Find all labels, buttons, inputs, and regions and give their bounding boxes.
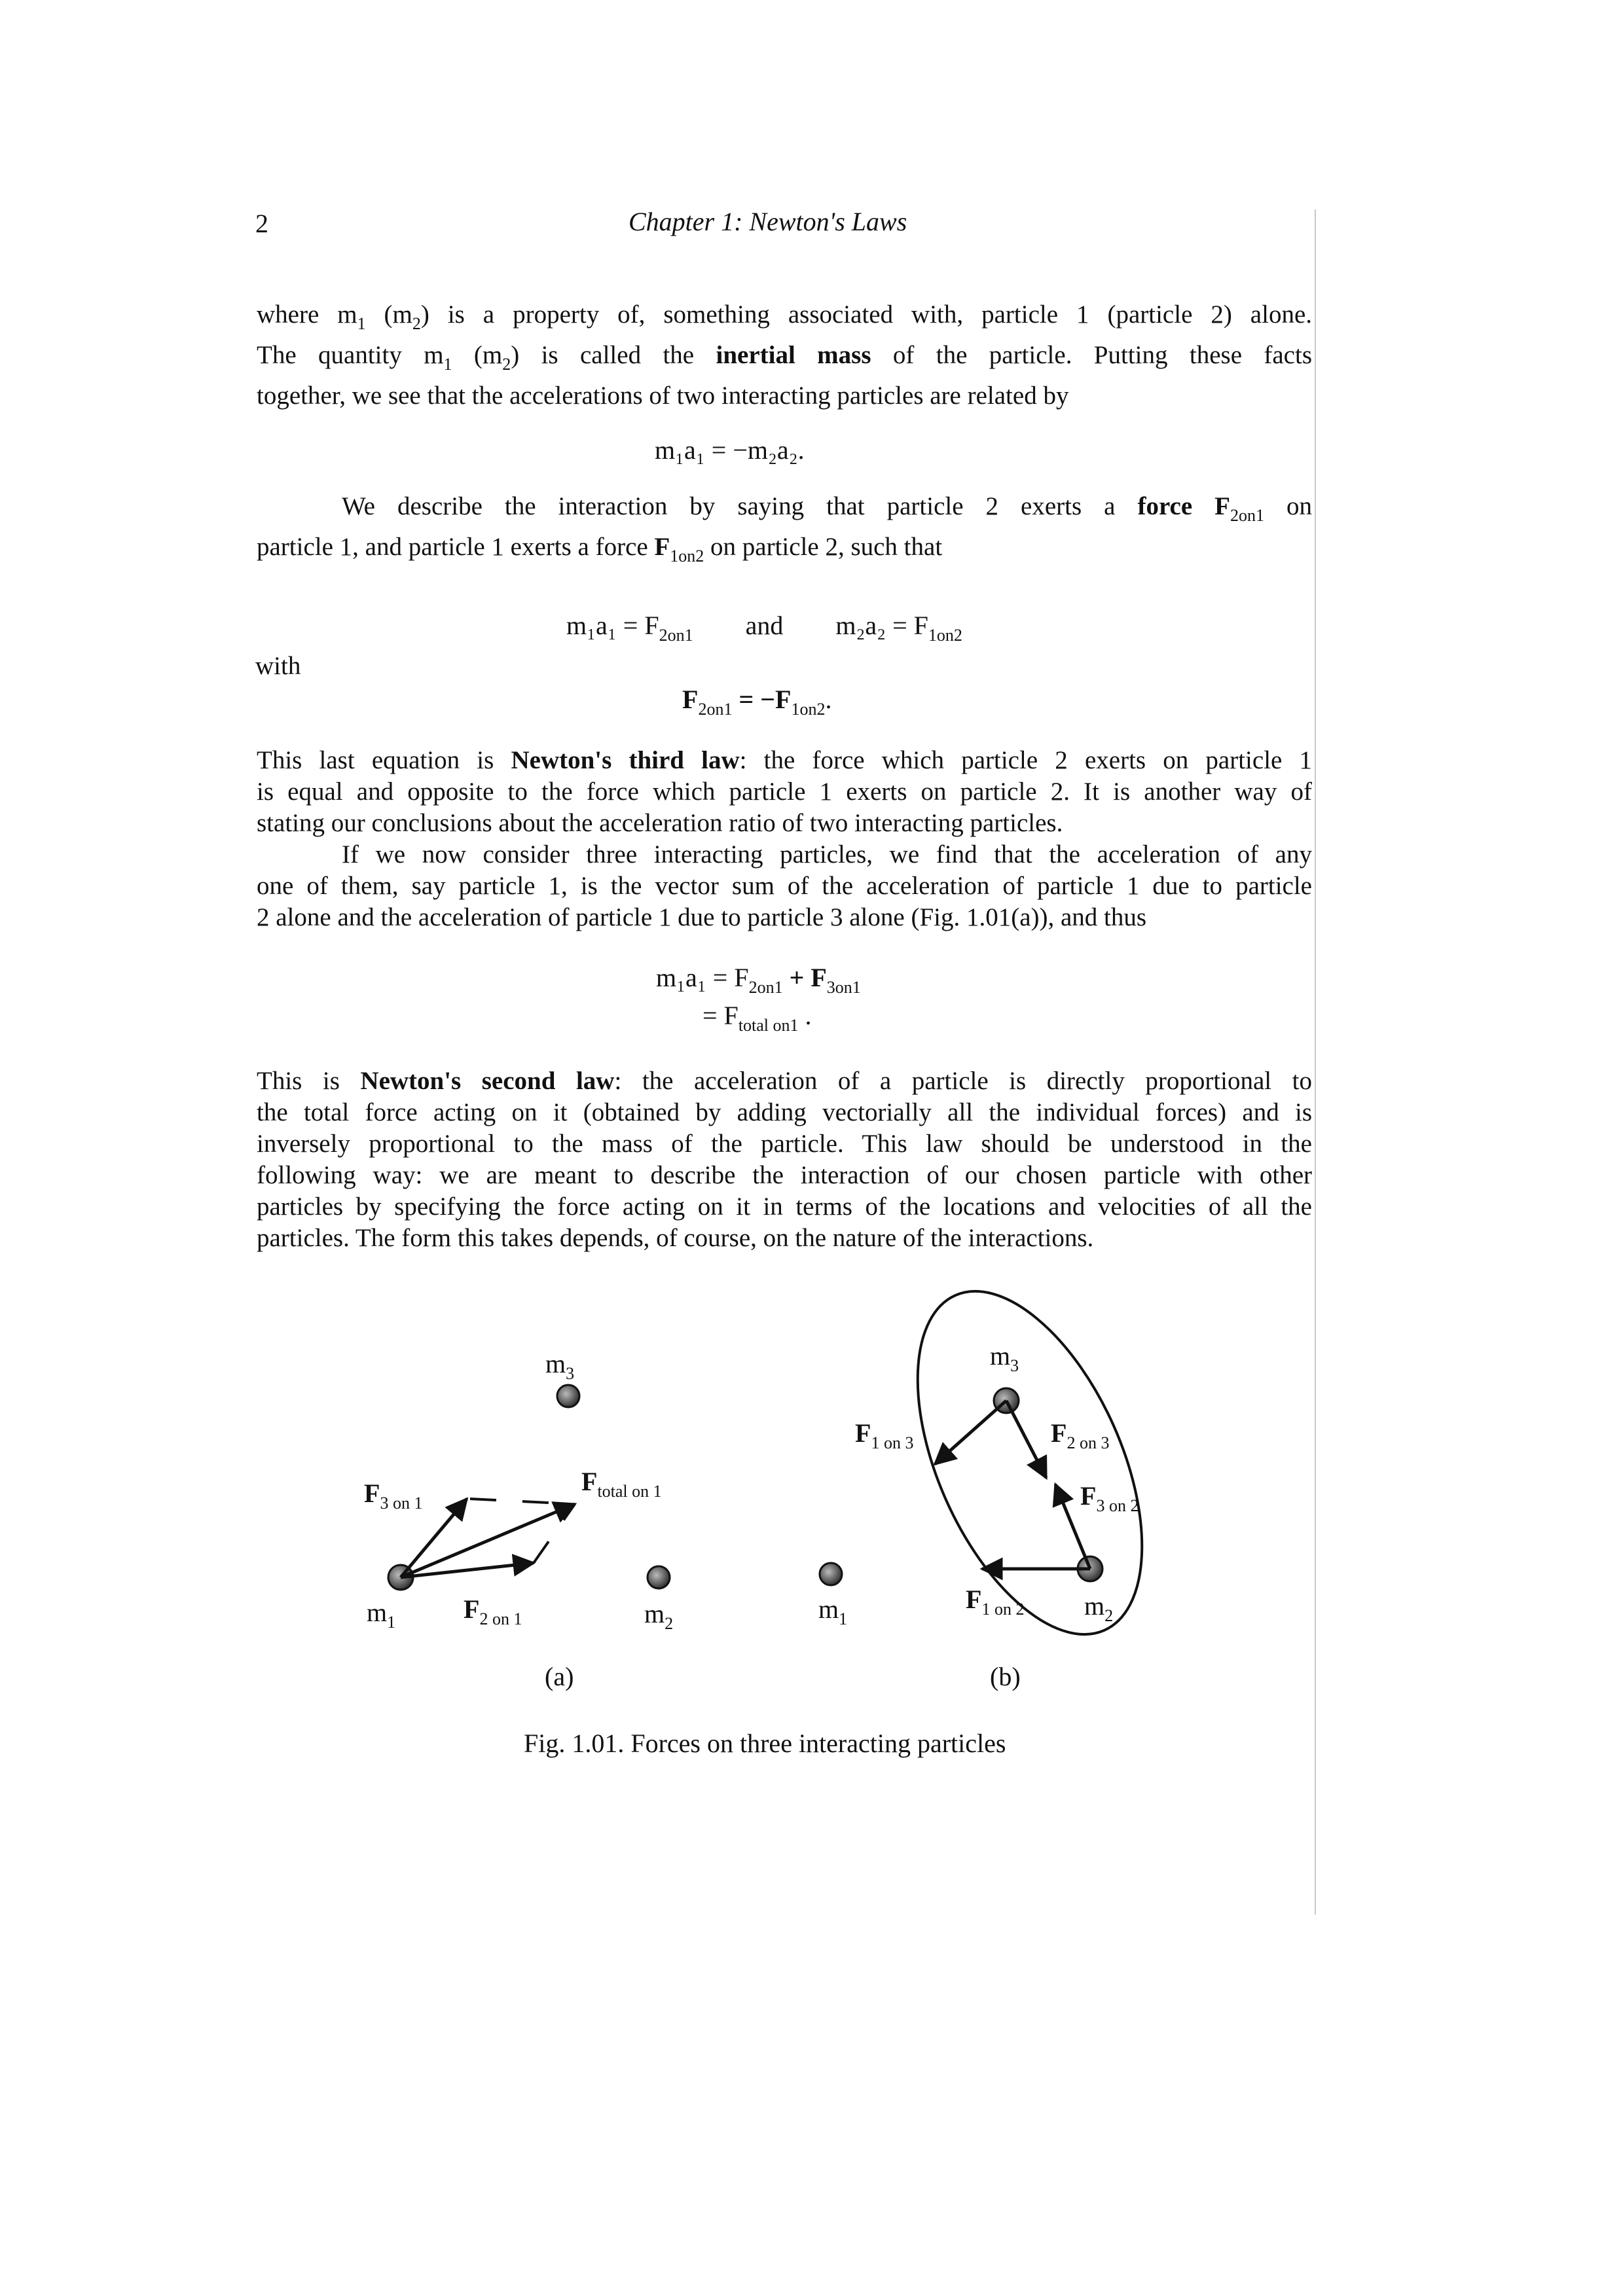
label-m1-b: $m_1$ [818,1594,848,1628]
paragraph-force-definition: We describe the interaction by saying that particle 2 exerts a force $F_{2on1}$ on particle 1, and particle 1 exerts a force $F_{1on2}$ on particle 2, such that [257,492,1313,565]
equation-force-pair: $m_1a_1 = F_{2on1}$ and $m_2a_2 = F_{1on2}$ [566,611,962,645]
equation-momentum-relation: m₁a₁ = −m₂a₂. [655,435,805,465]
paragraph-third-law: This last equation is Newton's third law: the force which particle 2 exerts on particle 1 is equal and opposite to the force which particle 1 exerts on particle 2. It is another way of stating our conclusions about the acceleration ratio of two interacting particles. If we now consider three interacting particles, we find that the acceleration of any one of them, say particle 1, is the vector sum of the acceleration of particle 1 due to particle 2 alone and the acceleration of particle 1 due to particle 3 alone (Fig. 1.01(a)), and thus [257,746,1313,931]
label-f1on3: $F_{1 on 3}$ [855,1418,914,1452]
label-f2on1: $F_{2 on 1}$ [464,1594,522,1628]
label-ftotal: $F_{total on 1}$ [581,1467,662,1501]
particle-m3-a [557,1385,579,1407]
equation-second-law-sum: $m_1a_1 = F_{2on1} + F_{3on1}$ [656,963,861,997]
chapter-title: Chapter 1: Newton's Laws [629,207,907,236]
equation-second-law-total: = $F_{total on1}$ . [702,1001,812,1035]
panel-label-b: (b) [990,1662,1021,1691]
paragraph-inertial-mass: where $m_1$ $(m_2)$ is a property of, something associated with, particle 1 (particle 2) alone. The quantity $m_1$ $(m_2)$ is called the inertial mass of the particle. Putting these facts together, we see that the accelerations of two interacting particles are related by [257,300,1313,410]
particle-m1-b [820,1563,842,1585]
dashed-parallelogram-top [470,1499,575,1504]
label-f3on1: $F_{3 on 1}$ [364,1479,423,1513]
label-m2-a: $m_2$ [644,1599,674,1633]
figure-caption: Fig. 1.01. Forces on three interacting particles [524,1729,1006,1758]
arrow-f1on3 [935,1401,1006,1464]
label-f1on2: $F_{1 on 2}$ [966,1585,1025,1619]
label-m3-b: $m_3$ [990,1341,1019,1375]
panel-label-a: (a) [545,1662,574,1691]
paragraph-second-law: This is Newton's second law: the acceleration of a particle is directly proportional to the total force acting on it (obtained by adding vectorially all the individual forces) and is inversely proportional to the mass of the particle. This law should be understood in the following way: we are meant to describe the interaction of our chosen particle with other particles by specifying the force acting on it in terms of the locations and velocities of all the particles. The form this takes depends, of course, on the nature of the interactions. [257,1067,1312,1252]
system-ellipse [871,1258,1188,1667]
equation-third-law: $F_{2on1} = -F_{1on2}$. [682,685,832,719]
label-f3on2: $F_{3 on 2}$ [1080,1481,1139,1515]
particle-m2-a [647,1566,670,1588]
page-number: 2 [255,209,268,238]
label-f2on3: $F_{2 on 3}$ [1051,1418,1110,1452]
label-m3-a: $m_3$ [545,1349,575,1383]
arrow-f2on3 [1006,1401,1046,1478]
label-m1-a: $m_1$ [367,1598,396,1632]
with-label: with [255,652,301,680]
label-m2-b: $m_2$ [1084,1591,1114,1625]
